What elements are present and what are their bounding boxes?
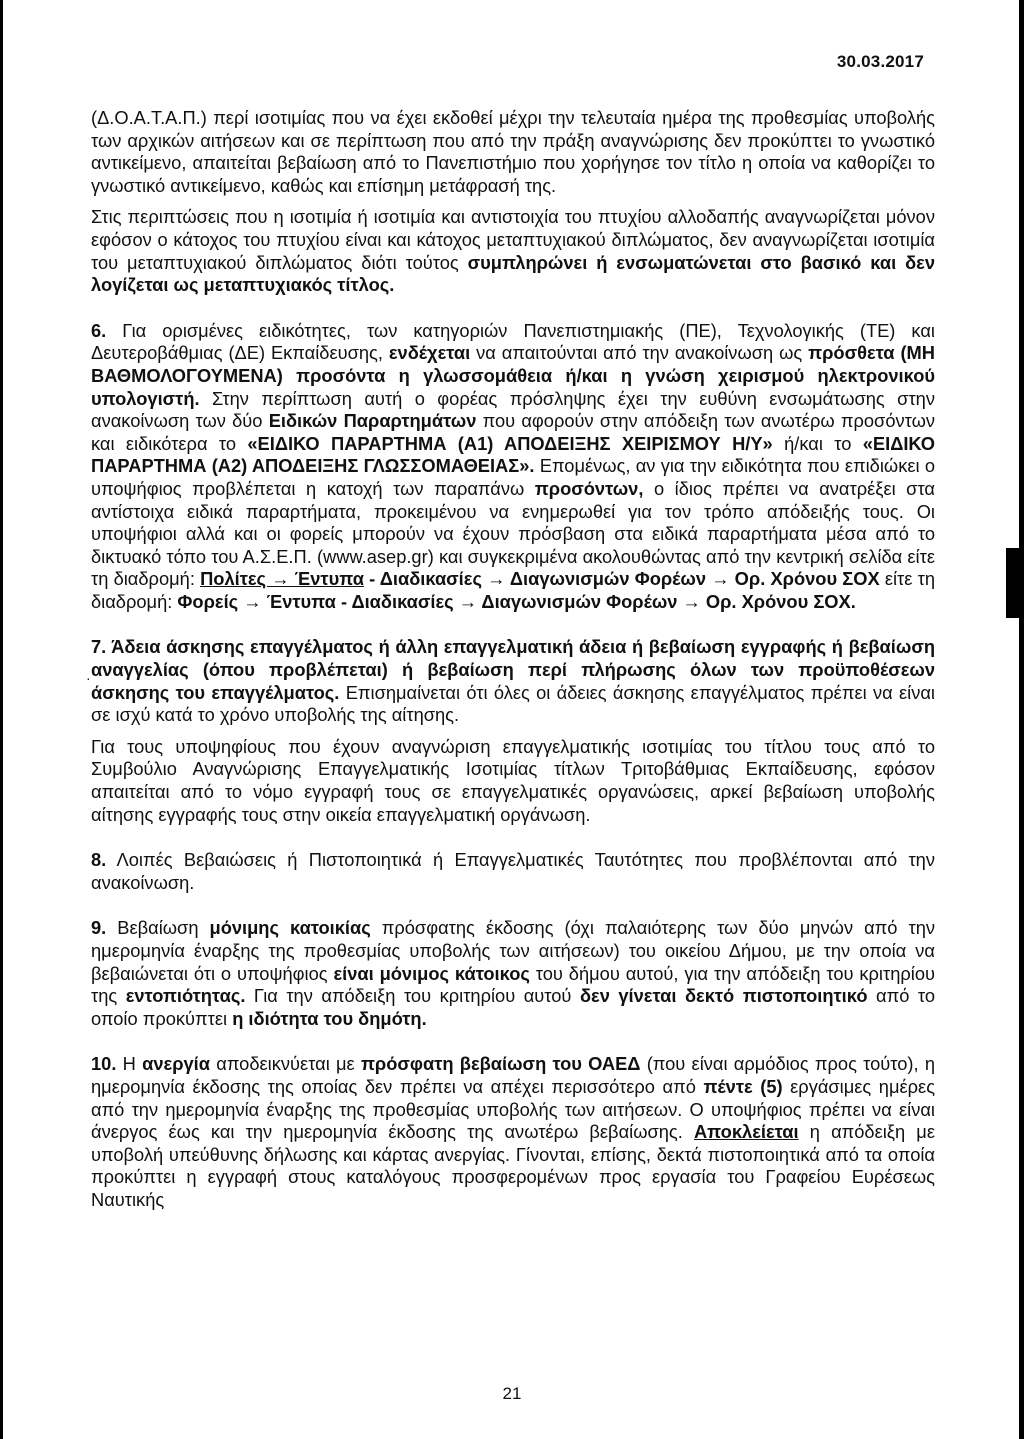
scan-speck: · (86, 670, 91, 686)
navigation-path-citizens: Πολίτες → Έντυπα (200, 568, 364, 590)
scan-mark (1006, 548, 1020, 618)
section-8-other-certificates: 8. Λοιπές Βεβαιώσεις ή Πιστοποιητικά ή Επαγγελματικές Ταυτότητες που προβλέπονται από την ανακοίνωση. (91, 849, 935, 893)
scan-border-left (0, 0, 3, 1439)
paragraph-professional-equivalence: Για τους υποψηφίους που έχουν αναγνώριση επαγγελματικής ισοτιμίας του τίτλου τους από το Συμβούλιο Αναγνώρισης Επαγγελματικής Ισοτιμίας τίτλων Τριτοβάθμιας Εκπαίδευσης, εφόσον απαιτείται από το νόμο εγγραφή τους σε επαγγελματικές οργανώσεις, αρκεί βεβαίωση υποβολής αίτησης εγγραφής τους στην οικεία επαγγελματική οργάνωση. (91, 735, 935, 825)
item-number: 9. (91, 917, 107, 939)
section-9-permanent-residence: 9. Βεβαίωση μόνιμης κατοικίας πρόσφατης έκδοσης (όχι παλαιότερης των δύο μηνών από την ημερομηνία έναρξης της προθεσμίας υποβολής των αιτήσεων) του οικείου Δήμου, με την οποία να βεβαιώνεται ότι ο υποψήφιος είναι μόνιμος κάτοικος του δήμου αυτού, για την απόδειξη του κριτηρίου της εντοπιότητας. Για την απόδειξη του κριτηρίου αυτού δεν γίνεται δεκτό πιστοποιητικό από το οποίο προκύπτει η ιδιότητα του δημότη. (91, 917, 936, 1029)
navigation-path-agencies: Φορείς → Έντυπα - Διαδικασίες → Διαγωνισμών Φορέων → Ορ. Χρόνου ΣΟΧ. (177, 590, 856, 612)
item-number: 8. (91, 849, 107, 871)
section-10-unemployment: 10. Η ανεργία αποδεικνύεται με πρόσφατη βεβαίωση του ΟΑΕΔ (που είναι αρμόδιος προς τούτο), η ημερομηνία έκδοσης της οποίας δεν πρέπει να απέχει περισσότερο από πέντε (5) εργάσιμες ημέρες από την ημερομηνία έναρξης της προθεσμίας υποβολής των αιτήσεων. Ο υποψήφιος πρέπει να είναι άνεργος έως και την ημερομηνία έκδοσης της ανωτέρω βεβαίωσης. Αποκλείεται η απόδειξη με υποβολή υπεύθυνης δήλωσης και κάρτας ανεργίας. Γίνονται, επίσης, δεκτά πιστοποιητικά από τα οποία προκύπτει η εγγραφή στους καταλόγους προσφερομένων προς εργασία του Γραφείου Ευρέσεως Ναυτικής (91, 1053, 936, 1210)
item-number: 6. (91, 319, 107, 341)
document-body (91, 107, 935, 1212)
scan-border-right (1019, 0, 1024, 1439)
section-7-professional-license: 7. Άδεια άσκησης επαγγέλματος ή άλλη επαγγελματική άδεια ή βεβαίωση εγγραφής ή βεβαίωση αναγγελίας (όπου προβλέπεται) ή βεβαίωση περί πλήρωσης όλων των προϋποθέσεων άσκησης του επαγγέλματος. Επισημαίνεται ότι όλες οι άδειες άσκησης επαγγέλματος πρέπει να είναι σε ισχύ κατά το χρόνο υποβολής της αίτησης. (91, 636, 935, 726)
item-number: 10. (91, 1053, 117, 1075)
paragraph-postgraduate-note: Στις περιπτώσεις που η ισοτιμία ή ισοτιμία και αντιστοιχία του πτυχίου αλλοδαπής αναγνωρίζεται μόνον εφόσον ο κάτοχος του πτυχίου είναι και κάτοχος μεταπτυχιακού διπλώματος, δεν αναγνωρίζεται ισοτιμία του μεταπτυχιακού διπλώματος διότι τούτος συμπληρώνει ή ενσωματώνεται στο βασικό και δεν λογίζεται ως μεταπτυχιακός τίτλος. (91, 206, 935, 296)
page-number: 21 (502, 1384, 522, 1403)
document-date: 30.03.2017 (836, 52, 924, 71)
paragraph-translation-requirement: (Δ.Ο.Α.Τ.Α.Π.) περί ισοτιμίας που να έχει εκδοθεί μέχρι την τελευταία ημέρα της προθεσμίας υποβολής των αρχικών αιτήσεων και σε περίπτωση που από την πράξη αναγνώρισης δεν προκύπτει το γνωστικό αντικείμενο, απαιτείται βεβαίωση από το Πανεπιστήμιο που χορήγησε τον τίτλο η οποία να καθορίζει το γνωστικό αντικείμενο, καθώς και επίσημη μετάφρασή της. (91, 107, 935, 196)
section-6-additional-qualifications: 6. Για ορισμένες ειδικότητες, των κατηγοριών Πανεπιστημιακής (ΠΕ), Τεχνολογικής (ΤΕ) και Δευτεροβάθμιας (ΔΕ) Εκπαίδευσης, ενδέχεται να απαιτούνται από την ανακοίνωση ως πρόσθετα (ΜΗ ΒΑΘΜΟΛΟΓΟΥΜΕΝΑ) προσόντα η γλωσσομάθεια ή/και η γνώση χειρισμού ηλεκτρονικού υπολογιστή. Στην περίπτωση αυτή ο φορέας πρόσληψης έχει την ευθύνη ενσωμάτωσης στην ανακοίνωση των δύο Ειδικών Παραρτημάτων που αφορούν στην απόδειξη των ανωτέρω προσόντων και ειδικότερα το «ΕΙΔΙΚΟ ΠΑΡΑΡΤΗΜΑ (Α1) ΑΠΟΔΕΙΞΗΣ ΧΕΙΡΙΣΜΟΥ Η/Υ» ή/και το «ΕΙΔΙΚΟ ΠΑΡΑΡΤΗΜΑ (Α2) ΑΠΟΔΕΙΞΗΣ ΓΛΩΣΣΟΜΑΘΕΙΑΣ». Επομένως, αν για την ειδικότητα που επιδιώκει ο υποψήφιος προβλέπεται η κατοχή των παραπάνω προσόντων, ο ίδιος πρέπει να ανατρέξει στα αντίστοιχα ειδικά παραρτήματα, προκειμένου να ενημερωθεί για τον τρόπο απόδειξής τους. Οι υποψήφιοι αλλά και οι φορείς μπορούν να έχουν πρόσβαση στα ειδικά παραρτήματα μέσα από το δικτυακό τόπο του Α.Σ.Ε.Π. (www.asep.gr) και συγκεκριμένα ακολουθώντας από την κεντρική σελίδα είτε τη διαδρομή: Πολίτες → Έντυπα - Διαδικασίες → Διαγωνισμών Φορέων → Ορ. Χρόνου ΣΟΧ είτε τη διαδρομή: Φορείς → Έντυπα - Διαδικασίες → Διαγωνισμών Φορέων → Ορ. Χρόνου ΣΟΧ. (91, 319, 936, 612)
